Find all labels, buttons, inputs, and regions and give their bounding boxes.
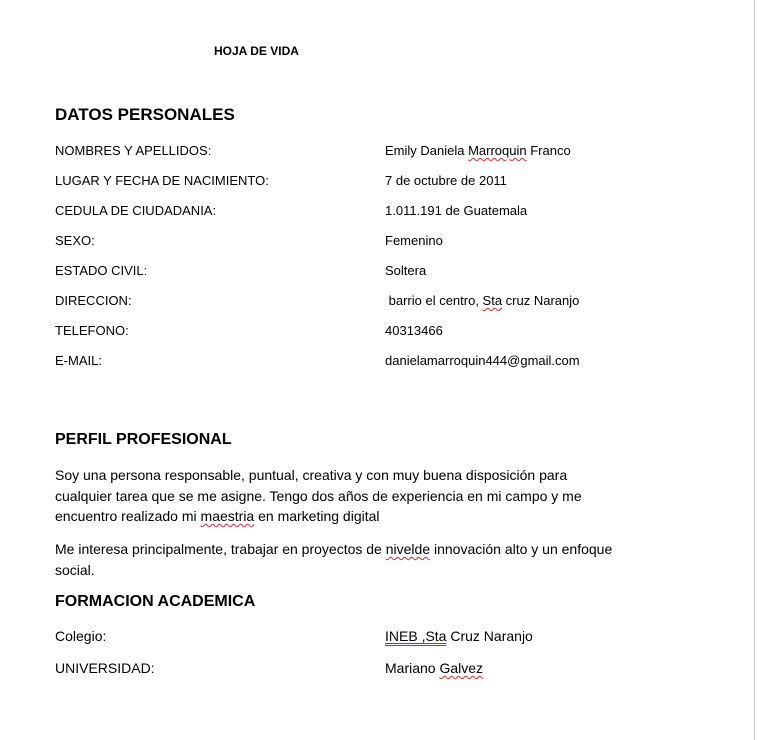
personal-data-value-text: Emily Daniela xyxy=(385,143,469,158)
personal-data-label: CEDULA DE CIUDADANIA: xyxy=(55,203,217,218)
personal-data-row xyxy=(55,291,745,311)
education-value-text: Cruz Naranjo xyxy=(446,628,533,644)
document-title: HOJA DE VIDA xyxy=(214,44,299,58)
profile-text: Soy una persona responsable, puntual, creativa y con muy buena disposición para cualquier tarea que se me asigne. Tengo dos años de experiencia en mi campo y me encuentro realizado mi xyxy=(55,467,582,524)
spelling-error-word[interactable]: Galvez xyxy=(439,660,484,676)
personal-data-value: Femenino xyxy=(385,233,443,248)
personal-data-value: danielamarroquin444@gmail.com xyxy=(385,353,580,368)
spelling-error-word[interactable]: nivelde xyxy=(385,541,431,557)
personal-data-value: Soltera xyxy=(385,263,427,278)
personal-data-label: SEXO: xyxy=(55,233,95,248)
profile-paragraph-2 xyxy=(55,539,615,580)
personal-data-value-text: barrio el centro, xyxy=(385,293,483,308)
personal-data-row xyxy=(55,171,745,191)
section-heading-datos-personales: DATOS PERSONALES xyxy=(55,105,235,124)
personal-data-row xyxy=(55,231,745,251)
personal-data-label: NOMBRES Y APELLIDOS: xyxy=(55,143,212,158)
page-edge-divider xyxy=(754,0,755,740)
profile-text: innovación alto y un enfoque social. xyxy=(55,541,613,578)
personal-data-row xyxy=(55,351,745,371)
personal-data-label: LUGAR Y FECHA DE NACIMIENTO: xyxy=(55,173,269,188)
personal-data-value xyxy=(385,141,571,161)
education-row-colegio xyxy=(55,626,745,646)
personal-data-label: DIRECCION: xyxy=(55,293,132,308)
personal-data-value: 40313466 xyxy=(385,323,443,338)
education-value-text: Mariano xyxy=(385,660,440,676)
section-heading-formacion-academica: FORMACION ACADEMICA xyxy=(55,593,256,610)
spelling-error-word[interactable]: maestria xyxy=(200,508,255,524)
personal-data-row xyxy=(55,201,745,221)
grammar-error-phrase[interactable]: INEB ,Sta xyxy=(385,628,447,644)
personal-data-row xyxy=(55,261,745,281)
personal-data-row xyxy=(55,321,745,341)
spelling-error-word[interactable]: Sta xyxy=(482,293,503,308)
education-value xyxy=(385,658,483,678)
profile-paragraph-1 xyxy=(55,465,615,527)
personal-data-label: ESTADO CIVIL: xyxy=(55,263,148,278)
education-label: Colegio: xyxy=(55,628,107,644)
personal-data-value-text: Franco xyxy=(526,143,571,158)
section-heading-perfil-profesional: PERFIL PROFESIONAL xyxy=(55,431,232,448)
spelling-error-word[interactable]: Marroquin xyxy=(468,143,527,158)
education-row-universidad xyxy=(55,658,745,678)
personal-data-value: 7 de octubre de 2011 xyxy=(385,173,507,188)
personal-data-label: TELEFONO: xyxy=(55,323,129,338)
personal-data-value: 1.011.191 de Guatemala xyxy=(385,203,528,218)
profile-text: Me interesa principalmente, trabajar en proyectos de xyxy=(55,541,386,557)
profile-text: en marketing digital xyxy=(254,508,380,524)
personal-data-row xyxy=(55,141,745,161)
education-value xyxy=(385,626,533,646)
personal-data-value-text: cruz Naranjo xyxy=(502,293,580,308)
personal-data-value xyxy=(385,291,579,311)
education-label: UNIVERSIDAD: xyxy=(55,660,155,676)
personal-data-label: E-MAIL: xyxy=(55,353,102,368)
